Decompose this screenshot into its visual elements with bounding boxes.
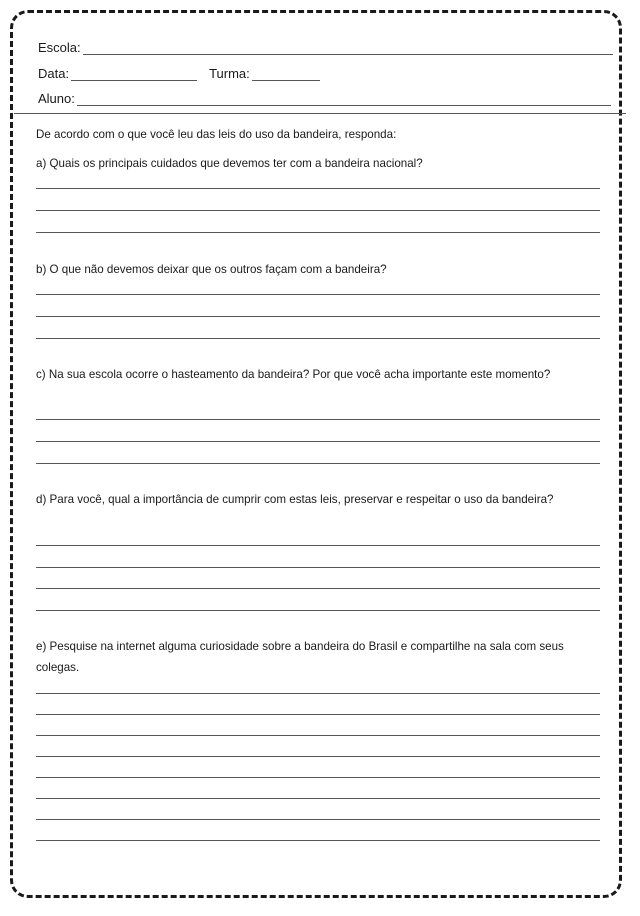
answer-line[interactable] [36,419,600,420]
data-turma-row [38,66,320,81]
aluno-row [38,91,611,106]
turma-field[interactable] [252,68,320,81]
answer-line[interactable] [36,232,600,233]
answer-line[interactable] [36,798,600,799]
answer-line[interactable] [36,545,600,546]
escola-row [38,40,613,55]
answer-line[interactable] [36,777,600,778]
answer-line[interactable] [36,188,600,189]
escola-field[interactable] [83,42,613,55]
answer-line[interactable] [36,463,600,464]
answer-line[interactable] [36,819,600,820]
answer-line[interactable] [36,840,600,841]
answer-line[interactable] [36,610,600,611]
question-d: d) Para você, qual a importância de cumprir com estas leis, preservar e respeitar o uso da bandeira? [36,493,554,506]
answer-line[interactable] [36,756,600,757]
question-c: c) Na sua escola ocorre o hasteamento da bandeira? Por que você acha importante este momento? [36,368,551,381]
answer-line[interactable] [36,338,600,339]
answer-line[interactable] [36,693,600,694]
data-label: Data: [38,66,70,81]
data-field[interactable] [71,68,197,81]
answer-line[interactable] [36,714,600,715]
turma-label: Turma: [209,66,250,81]
answer-line[interactable] [36,735,600,736]
question-a: a) Quais os principais cuidados que devemos ter com a bandeira nacional? [36,157,423,170]
question-e: e) Pesquise na internet alguma curiosidade sobre a bandeira do Brasil e compartilhe na sala com seus colegas. [36,640,564,674]
answer-line[interactable] [36,294,600,295]
answer-line[interactable] [36,210,600,211]
header-separator [14,113,626,114]
aluno-label: Aluno: [38,91,75,106]
answer-line[interactable] [36,588,600,589]
question-b: b) O que não devemos deixar que os outros façam com a bandeira? [36,263,387,276]
answer-line[interactable] [36,441,600,442]
aluno-field[interactable] [77,93,611,106]
escola-label: Escola: [38,40,81,55]
answer-line[interactable] [36,567,600,568]
answer-line[interactable] [36,316,600,317]
instructions: De acordo com o que você leu das leis do uso da bandeira, responda: [36,128,397,141]
